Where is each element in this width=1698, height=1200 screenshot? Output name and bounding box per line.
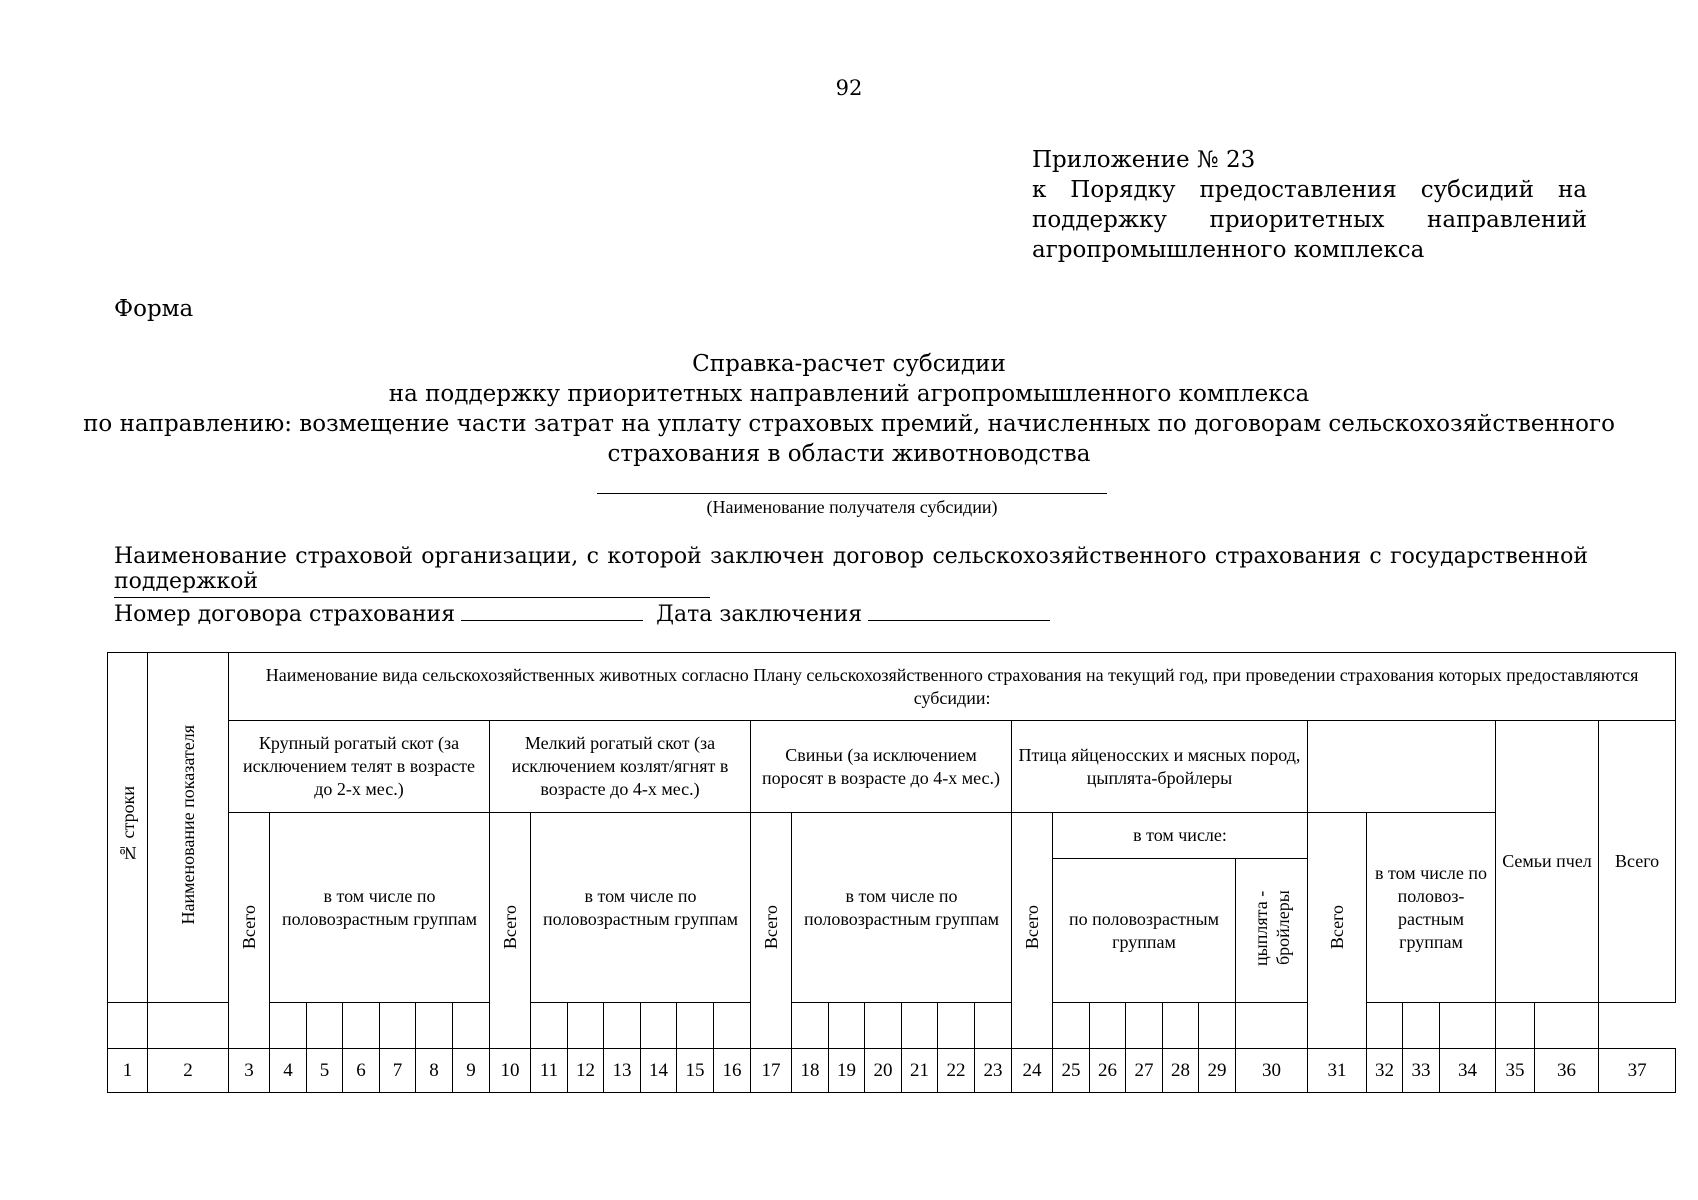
form-label: Форма (114, 296, 194, 322)
column-number-cell: 27 (1126, 1049, 1163, 1093)
contract-number-label: Номер договора страхования (114, 602, 456, 627)
insurer-name-line[interactable] (114, 597, 710, 598)
column-number-cell: 21 (902, 1049, 938, 1093)
page-number: 92 (835, 76, 863, 100)
contract-date-label: Дата заключения (656, 602, 863, 627)
group-empty (1308, 721, 1496, 813)
annex-title: Приложение № 23 (1032, 147, 1256, 173)
column-number-cell: 26 (1090, 1049, 1126, 1093)
column-number-cell: 28 (1163, 1049, 1199, 1093)
poultry-including: в том числе: (1053, 813, 1308, 859)
pigs-age-groups: в том числе по половозрастным группам (792, 813, 1012, 1003)
column-number-cell: 34 (1440, 1049, 1496, 1093)
group-poultry: Птица яйценосских и мясных пород, цыплята-бройлеры (1012, 721, 1308, 813)
column-number-cell: 31 (1308, 1049, 1367, 1093)
column-number-cell: 2 (148, 1049, 229, 1093)
column-number-cell: 36 (1535, 1049, 1599, 1093)
group-cattle: Крупный рогатый скот (за исключением телят в возрасте до 2-х мес.) (229, 721, 490, 813)
contract-date-field[interactable] (868, 600, 1050, 621)
recipient-caption: (Наименование получателя субсидии) (706, 497, 998, 517)
column-number-cell: 5 (307, 1049, 343, 1093)
column-number-cell: 37 (1599, 1049, 1676, 1093)
column-number-cell: 30 (1236, 1049, 1308, 1093)
row-number-header: № строки (108, 653, 148, 1003)
sub-cells-row (108, 1003, 1676, 1049)
column-number-cell: 13 (604, 1049, 641, 1093)
column-number-cell: 9 (453, 1049, 490, 1093)
title-line-2: на поддержку приоритетных направлений агропромышленного комплекса (388, 381, 1310, 407)
insurer-label: Наименование страховой организации, с которой заключен договор сельскохозяйственного страхования с государственной поддержкой (114, 544, 1588, 594)
document-title (60, 349, 1638, 469)
cattle-total: Всего (229, 813, 270, 1049)
cattle-age-groups: в том числе по половозрастным группам (270, 813, 490, 1003)
column-number-cell: 23 (975, 1049, 1012, 1093)
column-number-cell: 10 (490, 1049, 531, 1093)
column-numbers-row (108, 1049, 1676, 1093)
bee-families-header: Семьи пчел (1496, 721, 1599, 1003)
group-small-ruminants: Мелкий рогатый скот (за исключением козлят/ягнят в возрасте до 4-х мес.) (490, 721, 751, 813)
column-number-cell: 8 (416, 1049, 453, 1093)
title-line-1: Справка-расчет субсидии (692, 351, 1006, 377)
column-number-cell: 6 (343, 1049, 380, 1093)
column-number-cell: 3 (229, 1049, 270, 1093)
column-number-cell: 32 (1367, 1049, 1403, 1093)
column-number-cell: 22 (938, 1049, 975, 1093)
small-total: Всего (490, 813, 531, 1049)
column-number-cell: 12 (568, 1049, 604, 1093)
annex-block (1032, 145, 1587, 265)
pigs-total: Всего (751, 813, 792, 1049)
contract-row (114, 600, 1056, 627)
column-number-cell: 4 (270, 1049, 307, 1093)
column-number-cell: 25 (1053, 1049, 1090, 1093)
annex-body: к Порядку предоставления субсидий на поддержку приоритетных направлений агропромышленного комплекса (1032, 177, 1587, 263)
small-age-groups: в том числе по половозрастным группам (531, 813, 751, 1003)
recipient-name-line[interactable] (597, 493, 1107, 494)
contract-number-field[interactable] (461, 600, 643, 621)
column-number-cell: 19 (829, 1049, 865, 1093)
column-number-cell: 7 (380, 1049, 416, 1093)
column-number-cell: 16 (714, 1049, 751, 1093)
grand-total-header: Всего (1599, 721, 1676, 1003)
column-number-cell: 15 (677, 1049, 714, 1093)
group-pigs: Свиньи (за исключением поросят в возрасте до 4-х мес.) (751, 721, 1012, 813)
column-number-cell: 17 (751, 1049, 792, 1093)
poultry-age-groups: по половозрастным группам (1053, 859, 1236, 1003)
column-number-cell: 11 (531, 1049, 568, 1093)
poultry-broilers: цыплята - бройлеры (1236, 859, 1308, 1003)
subsidy-table (107, 652, 1676, 1093)
animal-type-header: Наименование вида сельскохозяйственных животных согласно Плану сельскохозяйственного страхования на текущий год, при проведении страхования которых предоставляются субсидии: (229, 653, 1676, 721)
title-line-4: страхования в области животноводства (607, 441, 1091, 467)
column-number-cell: 35 (1496, 1049, 1535, 1093)
title-line-3: по направлению: возмещение части затрат на уплату страховых премий, начисленных по договорам сельскохозяйственного (83, 411, 1615, 437)
other-age-groups: в том числе по половоз-растным группам (1367, 813, 1496, 1003)
column-number-cell: 1 (108, 1049, 148, 1093)
indicator-header: Наименование показателя (148, 653, 229, 1003)
column-number-cell: 33 (1403, 1049, 1440, 1093)
column-number-cell: 29 (1199, 1049, 1236, 1093)
column-number-cell: 20 (865, 1049, 902, 1093)
column-number-cell: 14 (641, 1049, 677, 1093)
column-number-cell: 24 (1012, 1049, 1053, 1093)
other-total: Всего (1308, 813, 1367, 1049)
poultry-total: Всего (1012, 813, 1053, 1049)
column-number-cell: 18 (792, 1049, 829, 1093)
